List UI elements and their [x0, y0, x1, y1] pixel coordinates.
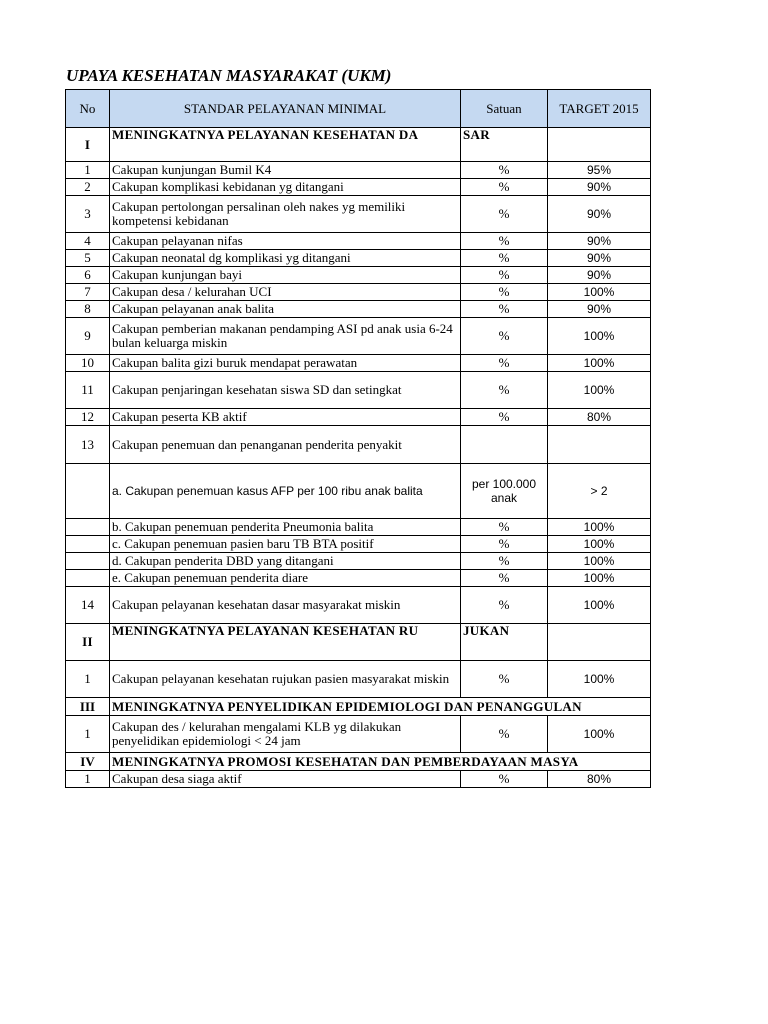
table-row — [66, 536, 651, 553]
row-description: Cakupan pertolongan persalinan oleh nakes yg memiliki kompetensi kebidanan — [110, 196, 461, 233]
section-title-wrapped: MENINGKATNYA PELAYANAN KESEHATAN DA — [112, 127, 419, 142]
row-description: Cakupan neonatal dg komplikasi yg ditangani — [110, 250, 461, 267]
row-unit: % — [461, 233, 548, 250]
row-number: 14 — [66, 587, 110, 624]
row-number: 1 — [66, 162, 110, 179]
row-target — [548, 426, 651, 464]
table-row — [66, 372, 651, 409]
row-description: Cakupan kunjungan bayi — [110, 267, 461, 284]
section-target-empty — [548, 128, 651, 162]
row-unit: % — [461, 771, 548, 788]
table-row — [66, 250, 651, 267]
section-row — [66, 698, 651, 716]
row-number: 7 — [66, 284, 110, 301]
table-row — [66, 409, 651, 426]
row-description: Cakupan peserta KB aktif — [110, 409, 461, 426]
row-unit: % — [461, 250, 548, 267]
row-target: 80% — [548, 409, 651, 426]
header-unit: Satuan — [461, 90, 548, 128]
header-row — [66, 90, 651, 128]
row-unit: % — [461, 179, 548, 196]
document-title: UPAYA KESEHATAN MASYARAKAT (UKM) — [66, 66, 392, 85]
row-description: Cakupan desa siaga aktif — [110, 771, 461, 788]
row-number — [66, 519, 110, 536]
row-target: 100% — [548, 716, 651, 753]
row-target: 95% — [548, 162, 651, 179]
table-row — [66, 426, 651, 464]
row-description: a. Cakupan penemuan kasus AFP per 100 ribu anak balita — [110, 464, 461, 519]
row-number: 10 — [66, 355, 110, 372]
row-description: Cakupan pemberian makanan pendamping ASI pd anak usia 6-24 bulan keluarga miskin — [110, 318, 461, 355]
row-number: 5 — [66, 250, 110, 267]
table-row — [66, 196, 651, 233]
row-number: 13 — [66, 426, 110, 464]
row-number: 3 — [66, 196, 110, 233]
section-title-part2: JUKAN — [461, 624, 548, 661]
row-description: Cakupan penjaringan kesehatan siswa SD dan setingkat — [110, 372, 461, 409]
section-title-wrapped: MENINGKATNYA PELAYANAN KESEHATAN RU — [112, 623, 419, 638]
row-number: 6 — [66, 267, 110, 284]
row-description: Cakupan pelayanan nifas — [110, 233, 461, 250]
row-unit: % — [461, 553, 548, 570]
section-title-part1 — [110, 128, 461, 162]
row-unit: % — [461, 196, 548, 233]
row-description: d. Cakupan penderita DBD yang ditangani — [110, 553, 461, 570]
row-number — [66, 570, 110, 587]
row-number — [66, 536, 110, 553]
table-row — [66, 661, 651, 698]
row-target: 90% — [548, 196, 651, 233]
row-unit: % — [461, 587, 548, 624]
row-description: Cakupan pelayanan kesehatan dasar masyarakat miskin — [110, 587, 461, 624]
row-target: 90% — [548, 301, 651, 318]
row-description: Cakupan balita gizi buruk mendapat perawatan — [110, 355, 461, 372]
row-target: 100% — [548, 519, 651, 536]
section-row — [66, 128, 651, 162]
table-row — [66, 553, 651, 570]
section-row — [66, 753, 651, 771]
row-unit: % — [461, 570, 548, 587]
table-row — [66, 301, 651, 318]
row-target: 80% — [548, 771, 651, 788]
row-target: 100% — [548, 318, 651, 355]
row-description: Cakupan penemuan dan penanganan penderita penyakit — [110, 426, 461, 464]
row-target: 100% — [548, 570, 651, 587]
row-description: b. Cakupan penemuan penderita Pneumonia balita — [110, 519, 461, 536]
table-row — [66, 464, 651, 519]
row-number: 2 — [66, 179, 110, 196]
row-description: Cakupan kunjungan Bumil K4 — [110, 162, 461, 179]
row-number: 1 — [66, 716, 110, 753]
row-target: 90% — [548, 267, 651, 284]
table-row — [66, 284, 651, 301]
row-unit: % — [461, 409, 548, 426]
section-row — [66, 624, 651, 661]
table-row — [66, 267, 651, 284]
row-target: 100% — [548, 284, 651, 301]
table-row — [66, 570, 651, 587]
row-unit: % — [461, 716, 548, 753]
table-row — [66, 179, 651, 196]
row-description: c. Cakupan penemuan pasien baru TB BTA positif — [110, 536, 461, 553]
row-description: e. Cakupan penemuan penderita diare — [110, 570, 461, 587]
row-unit: % — [461, 301, 548, 318]
section-title: MENINGKATNYA PROMOSI KESEHATAN DAN PEMBERDAYAAN MASYA — [110, 753, 651, 771]
row-unit: % — [461, 284, 548, 301]
section-title-part1 — [110, 624, 461, 661]
row-target: 100% — [548, 661, 651, 698]
row-unit: % — [461, 661, 548, 698]
row-number: 8 — [66, 301, 110, 318]
row-target: 90% — [548, 233, 651, 250]
row-target: 100% — [548, 372, 651, 409]
table-row — [66, 355, 651, 372]
row-description: Cakupan desa / kelurahan UCI — [110, 284, 461, 301]
table-row — [66, 771, 651, 788]
row-number: 9 — [66, 318, 110, 355]
table-row — [66, 587, 651, 624]
row-number — [66, 553, 110, 570]
row-unit: % — [461, 372, 548, 409]
table-row — [66, 233, 651, 250]
section-number: III — [66, 698, 110, 716]
table-row — [66, 318, 651, 355]
row-unit: % — [461, 536, 548, 553]
table-row — [66, 162, 651, 179]
section-title: MENINGKATNYA PENYELIDIKAN EPIDEMIOLOGI DAN PENANGGULAN — [110, 698, 651, 716]
section-number: IV — [66, 753, 110, 771]
section-title-part2: SAR — [461, 128, 548, 162]
row-unit: % — [461, 318, 548, 355]
row-number: 1 — [66, 661, 110, 698]
header-standard: STANDAR PELAYANAN MINIMAL — [110, 90, 461, 128]
row-target: 90% — [548, 179, 651, 196]
row-target: 100% — [548, 355, 651, 372]
row-target: 90% — [548, 250, 651, 267]
row-description: Cakupan pelayanan kesehatan rujukan pasien masyarakat miskin — [110, 661, 461, 698]
row-unit: % — [461, 355, 548, 372]
row-description: Cakupan pelayanan anak balita — [110, 301, 461, 318]
table-row — [66, 716, 651, 753]
row-number — [66, 464, 110, 519]
section-number: I — [66, 128, 110, 162]
row-number: 12 — [66, 409, 110, 426]
row-target: 100% — [548, 553, 651, 570]
row-description: Cakupan des / kelurahan mengalami KLB yg dilakukan penyelidikan epidemiologi < 24 jam — [110, 716, 461, 753]
section-target-empty — [548, 624, 651, 661]
row-number: 4 — [66, 233, 110, 250]
row-unit: % — [461, 519, 548, 536]
row-unit: % — [461, 162, 548, 179]
row-target: 100% — [548, 587, 651, 624]
section-number: II — [66, 624, 110, 661]
row-unit — [461, 426, 548, 464]
row-unit: % — [461, 267, 548, 284]
row-number: 1 — [66, 771, 110, 788]
row-target: 100% — [548, 536, 651, 553]
row-unit: per 100.000 anak — [461, 464, 548, 519]
row-target: > 2 — [548, 464, 651, 519]
row-description: Cakupan komplikasi kebidanan yg ditangani — [110, 179, 461, 196]
table-row — [66, 519, 651, 536]
header-no: No — [66, 90, 110, 128]
row-number: 11 — [66, 372, 110, 409]
spm-table — [65, 89, 651, 788]
header-target: TARGET 2015 — [548, 90, 651, 128]
